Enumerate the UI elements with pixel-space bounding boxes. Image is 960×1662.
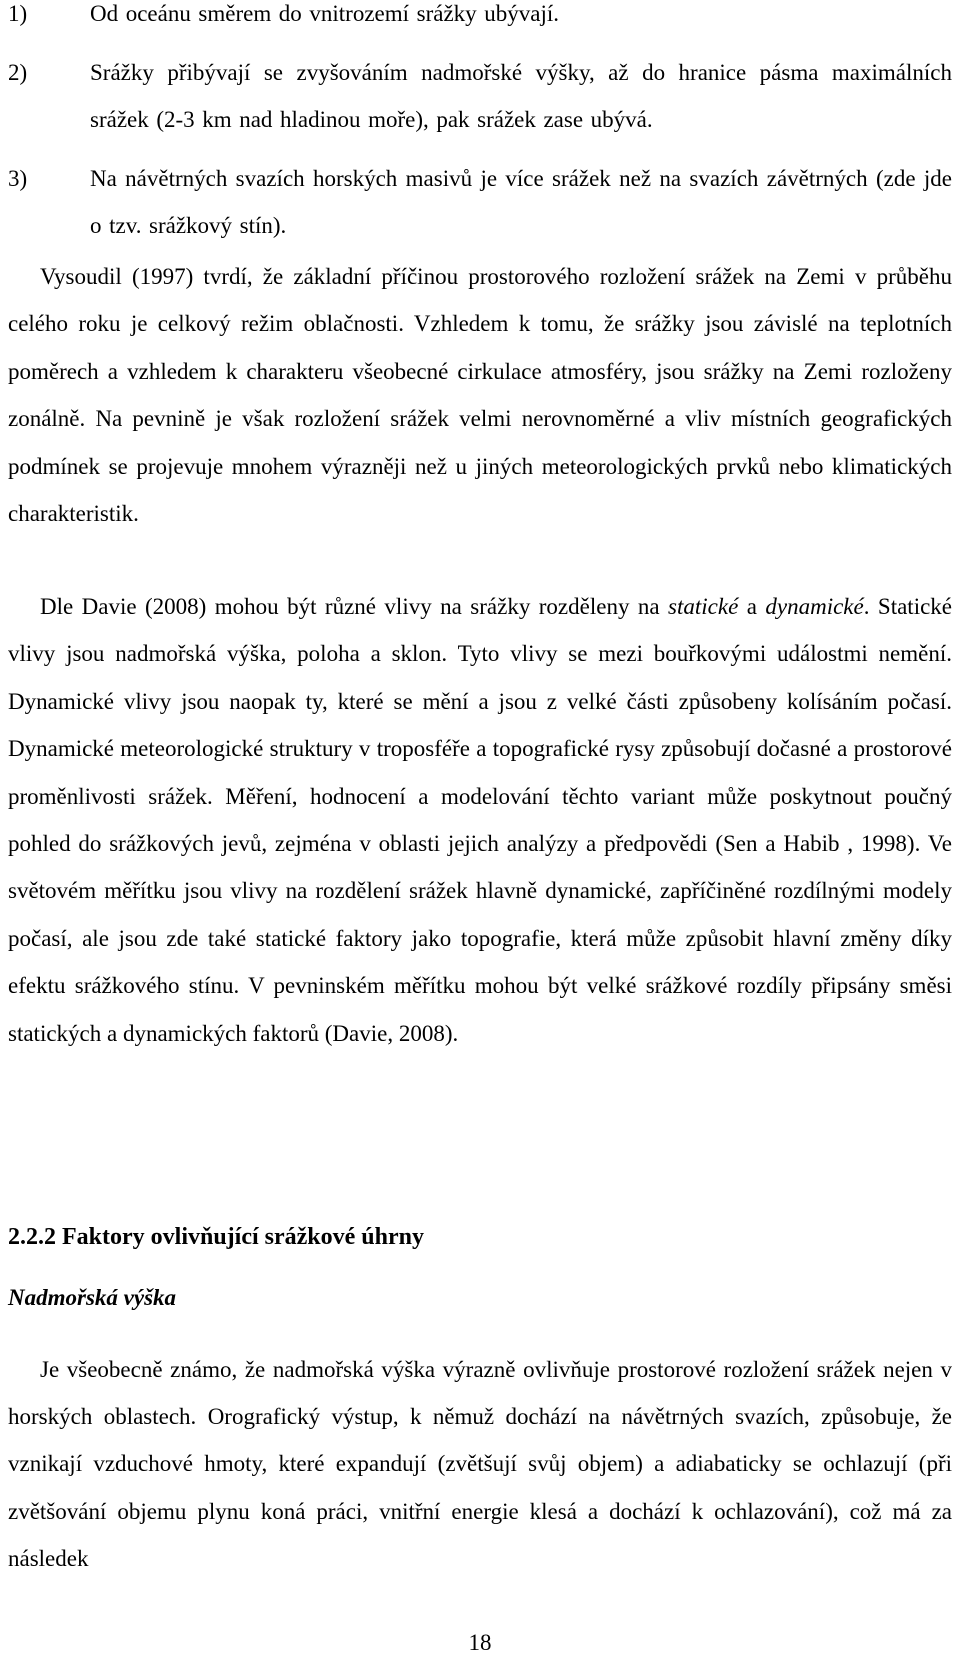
list-item-number: 1) [8,1,28,26]
paragraph-text: Dle Davie (2008) mohou být různé vlivy na srážky rozděleny na [40,594,669,619]
paragraph-davie [8,583,952,1057]
page-number: 18 [468,1630,492,1655]
list-item [0,0,960,37]
paragraph-text: . Statické vlivy jsou nadmořská výška, poloha a sklon. Tyto vlivy se mezi bouřkovými událostmi nemění. Dynamické vlivy jsou naopak ty, které se mění a jsou z velké části způsobeny kolísáním počasí. Dynamické meteorologické struktury v troposféře a topografické rysy způsobují dočasné a prostorové proměnlivosti srážek. Měření, hodnocení a modelování těchto variant může poskytnout poučný pohled do srážkových jevů, zejména v oblasti jejich analýzy a předpovědi (Sen a Habib , 1998). Ve světovém měřítku jsou vlivy na rozdělení srážek hlavně dynamické, zapříčiněné rozdílnými modely počasí, ale jsou zde také statické faktory jako topografie, která může způsobit hlavní změny díky efektu srážkového stínu. V pevninském měřítku mohou být velké srážkové rozdíly připsány směsi statických a dynamických faktorů (Davie, 2008). [8,594,952,1046]
subsection-heading: Nadmořská výška [8,1285,177,1310]
emphasis-static: statické [668,594,739,619]
list-item [0,155,960,249]
list-item-text: Srážky přibývají se zvyšováním nadmořské výšky, až do hranice pásma maximálních srážek (2-3 km nad hladinou moře), pak srážek zase ubývá. [90,60,952,132]
list-item-number: 2) [8,60,28,85]
numbered-list [0,0,960,249]
section-heading: 2.2.2 Faktory ovlivňující srážkové úhrny [8,1224,425,1250]
paragraph-altitude: Je všeobecně známo, že nadmořská výška výrazně ovlivňuje prostorové rozložení srážek nejen v horských oblastech. Orografický výstup, k němuž dochází na návětrných svazích, způsobuje, že vznikají vzduchové hmoty, které expandují (zvětšují svůj objem) a adiabaticky se ochlazují (při zvětšování objemu plynu koná práci, vnitřní energie klesá a dochází k ochlazování), což má za následek [8,1357,952,1571]
list-item-text: Na návětrných svazích horských masivů je více srážek než na svazích závětrných (zde jde o tzv. srážkový stín). [90,166,952,238]
list-item-text: Od oceánu směrem do vnitrozemí srážky ubývají. [90,1,559,26]
list-item [0,49,960,143]
paragraph-text: a [738,594,766,619]
list-item-number: 3) [8,166,28,191]
emphasis-dynamic: dynamické [765,594,864,619]
paragraph-vysoudil: Vysoudil (1997) tvrdí, že základní příčinou prostorového rozložení srážek na Zemi v průběhu celého roku je celkový režim oblačnosti. Vzhledem k tomu, že srážky jsou závislé na teplotních poměrech a vzhledem k charakteru všeobecné cirkulace atmosféry, jsou srážky na Zemi rozloženy zonálně. Na pevnině je však rozložení srážek velmi nerovnoměrné a vliv místních geografických podmínek se projevuje mnohem výrazněji než u jiných meteorologických prvků nebo klimatických charakteristik. [8,264,952,527]
